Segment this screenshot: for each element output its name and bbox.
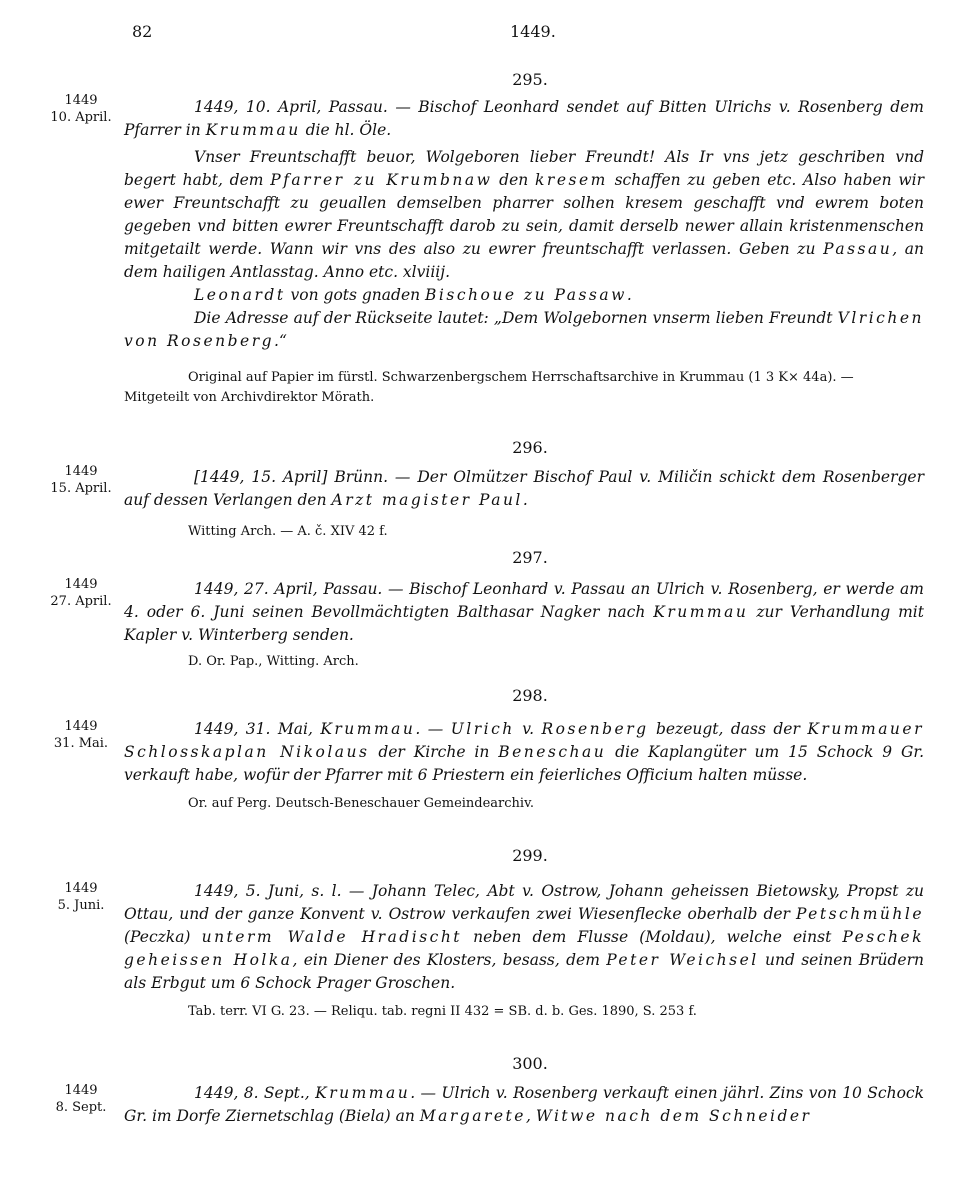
entry-text bbox=[124, 718, 924, 787]
date-year: 1449 bbox=[64, 1083, 98, 1098]
source-note: Tab. terr. VI G. 23. — Reliqu. tab. regni II 432 = SB. d. b. Ges. 1890, S. 253 f. bbox=[188, 1004, 697, 1019]
entry-text bbox=[124, 578, 924, 647]
entry-number: 296. bbox=[512, 438, 548, 457]
entry-text bbox=[124, 466, 924, 512]
regest-heading: 1449, 27. April, Passau. — Bischof Leonhard v. Passau an Ulrich v. Rosenberg, er werde am 4. oder 6. Juni seinen Bevollmächtigten Balthasar Nagker nach Krummau zur Verhandlung mit Kapler v. Winterberg senden. bbox=[124, 580, 924, 644]
entry-date bbox=[40, 463, 122, 497]
entry-number: 300. bbox=[512, 1054, 548, 1073]
date-day: 10. April. bbox=[50, 110, 112, 125]
entry-date bbox=[40, 92, 122, 126]
date-year: 1449 bbox=[64, 464, 98, 479]
entry-date bbox=[40, 576, 122, 610]
entry-text bbox=[124, 96, 924, 353]
source-note: Witting Arch. — A. č. XIV 42 f. bbox=[188, 524, 388, 539]
source-note: Original auf Papier im fürstl. Schwarzenbergschem Herrschaftsarchive in Krummau (1 3 K× 44a). — Mitgeteilt von Archivdirektor Mörath. bbox=[124, 370, 854, 405]
regest-heading: 1449, 31. Mai, Krummau. — Ulrich v. Rosenberg bezeugt, dass der Krummauer Schlosskaplan Nikolaus der Kirche in Beneschau die Kaplangüter um 15 Schock 9 Gr. verkauft habe, wofür der Pfarrer mit 6 Priestern ein feierliches Officium halten müsse. bbox=[124, 720, 925, 784]
regest-heading: 1449, 10. April, Passau. — Bischof Leonhard sendet auf Bitten Ulrichs v. Rosenberg dem Pfarrer in Krummau die hl. Öle. bbox=[124, 98, 924, 139]
regest-heading: 1449, 8. Sept., Krummau. — Ulrich v. Rosenberg verkauft einen jährl. Zins von 10 Schock Gr. im Dorfe Ziernetschlag (Biela) an Margarete, Witwe nach dem Schneider bbox=[124, 1084, 924, 1125]
date-year: 1449 bbox=[64, 577, 98, 592]
date-day: 27. April. bbox=[50, 594, 112, 609]
regest-heading: [1449, 15. April] Brünn. — Der Olmützer Bischof Paul v. Miličin schickt dem Rosenberger auf dessen Verlangen den Arzt magister Paul. bbox=[124, 468, 924, 509]
entry-number: 298. bbox=[512, 686, 548, 705]
running-head: 1449. bbox=[510, 22, 556, 41]
page-number: 82 bbox=[132, 22, 153, 41]
letter-address: Die Adresse auf der Rückseite lautet: „Dem Wolgebornen vnserm lieben Freundt Vlrichen von Rosenberg.“ bbox=[124, 309, 924, 350]
entry-number: 299. bbox=[512, 846, 548, 865]
entry-date bbox=[40, 1082, 122, 1116]
entry-text bbox=[124, 1082, 924, 1128]
letter-body: Vnser Freuntschafft beuor, Wolgeboren lieber Freundt! Als Ir vns jetz geschriben vnd begert habt, dem Pfarrer zu Krumbnaw den kresem schaffen zu geben etc. Also haben wir ewer Freuntschafft zu geuallen demselben pharrer solhen kresem geschafft vnd ewrem boten gegeben vnd bitten ewrer Freuntschafft darob zu sein, damit derselb newer allain kristenmenschen mitgetailt werde. Wann wir vns des also zu ewrer freuntschafft verlassen. Geben zu Passau, an dem hailigen Antlasstag. Anno etc. xlviiij. bbox=[124, 148, 925, 281]
date-day: 31. Mai. bbox=[53, 736, 109, 751]
entry-text bbox=[124, 880, 924, 995]
date-year: 1449 bbox=[64, 719, 98, 734]
date-day: 8. Sept. bbox=[55, 1100, 107, 1115]
entry-number: 297. bbox=[512, 548, 548, 567]
entry-number: 295. bbox=[512, 70, 548, 89]
entry-date bbox=[40, 718, 122, 752]
letter-signature: Leonardt von gots gnaden Bischoue zu Passaw. bbox=[194, 286, 632, 304]
date-day: 5. Juni. bbox=[57, 898, 105, 913]
source-note: Or. auf Perg. Deutsch-Beneschauer Gemeindearchiv. bbox=[188, 796, 535, 811]
source-note: D. Or. Pap., Witting. Arch. bbox=[188, 654, 359, 669]
entry-date bbox=[40, 880, 122, 914]
date-year: 1449 bbox=[64, 93, 98, 108]
date-day: 15. April. bbox=[50, 481, 112, 496]
regest-heading: 1449, 5. Juni, s. l. — Johann Telec, Abt v. Ostrow, Johann geheissen Bietowsky, Propst zu Ottau, und der ganze Konvent v. Ostrow verkaufen zwei Wiesenflecke oberhalb der Petschmühle (Peczka) unterm Walde Hradischt neben dem Flusse (Moldau), welche einst Peschek geheissen Holka, ein Diener des Klosters, besass, dem Peter Weichsel und seinen Brüdern als Erbgut um 6 Schock Prager Groschen. bbox=[124, 882, 924, 992]
date-year: 1449 bbox=[64, 881, 98, 896]
